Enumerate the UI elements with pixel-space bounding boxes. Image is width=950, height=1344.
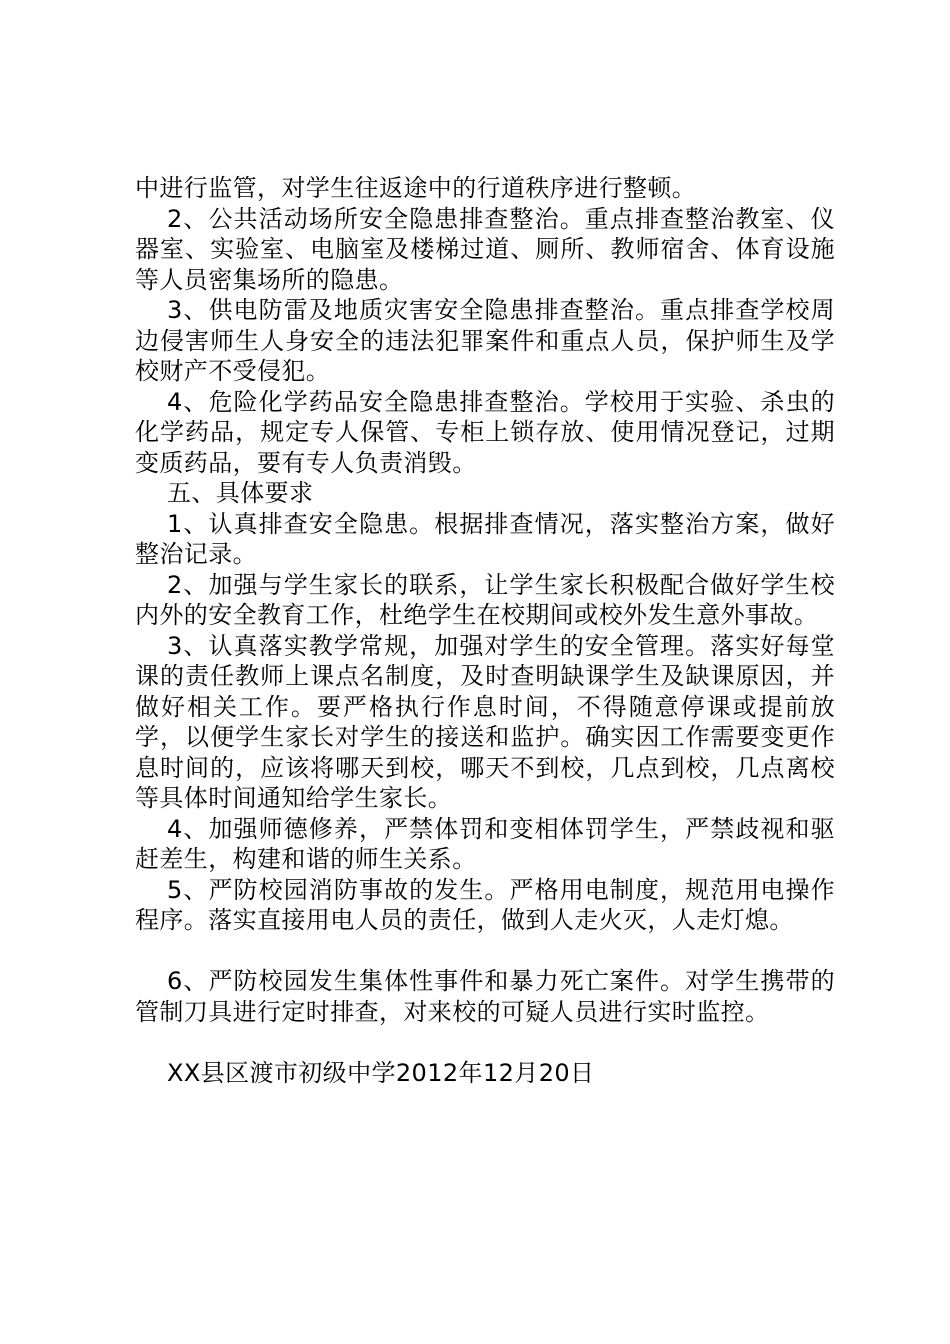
paragraph-item-4-chemicals: 4、危险化学药品安全隐患排查整治。学校用于实验、杀虫的化学药品，规定专人保管、专柜上锁存放、使用情况登记，过期变质药品，要有专人负责消毁。 [135,387,835,477]
paragraph-requirement-1: 1、认真排查安全隐患。根据排查情况，落实整治方案，做好整治记录。 [135,509,835,568]
signature-line: XX县区渡市初级中学2012年12月20日 [167,1058,595,1087]
paragraph-requirement-6: 6、严防校园发生集体性事件和暴力死亡案件。对学生携带的管制刀具进行定时排查，对来校的可疑人员进行实时监控。 [135,967,835,1026]
document-page [135,173,835,1088]
blank-line [135,936,835,967]
paragraph-requirement-2: 2、加强与学生家长的联系，让学生家长积极配合做好学生校内外的安全教育工作，杜绝学生在校期间或校外发生意外事故。 [135,570,835,629]
paragraph-requirement-5: 5、严防校园消防事故的发生。严格用电制度，规范用电操作程序。落实直接用电人员的责任，做到人走火灭，人走灯熄。 [135,875,835,934]
paragraph-requirement-4: 4、加强师德修养，严禁体罚和变相体罚学生，严禁歧视和驱赶差生，构建和谐的师生关系。 [135,814,835,873]
section-heading-requirements: 五、具体要求 [167,479,314,507]
paragraph-requirement-3: 3、认真落实教学常规，加强对学生的安全管理。落实好每堂课的责任教师上课点名制度，及时查明缺课学生及缺课原因，并做好相关工作。要严格执行作息时间，不得随意停课或提前放学，以便学生家长对学生的接送和监护。确实因工作需要变更作息时间的，应该将哪天到校，哪天不到校，几点到校，几点离校等具体时间通知给学生家长。 [135,631,835,812]
paragraph-item-3-power-lightning: 3、供电防雷及地质灾害安全隐患排查整治。重点排查学校周边侵害师生人身安全的违法犯罪案件和重点人员，保护师生及学校财产不受侵犯。 [135,296,835,385]
paragraph-item-2-public-venues: 2、公共活动场所安全隐患排查整治。重点排查整治教室、仪器室、实验室、电脑室及楼梯过道、厕所、教师宿舍、体育设施等人员密集场所的隐患。 [135,204,835,294]
paragraph-continuation: 中进行监管，对学生往返途中的行道秩序进行整顿。 [135,174,697,202]
blank-line [135,1027,835,1058]
